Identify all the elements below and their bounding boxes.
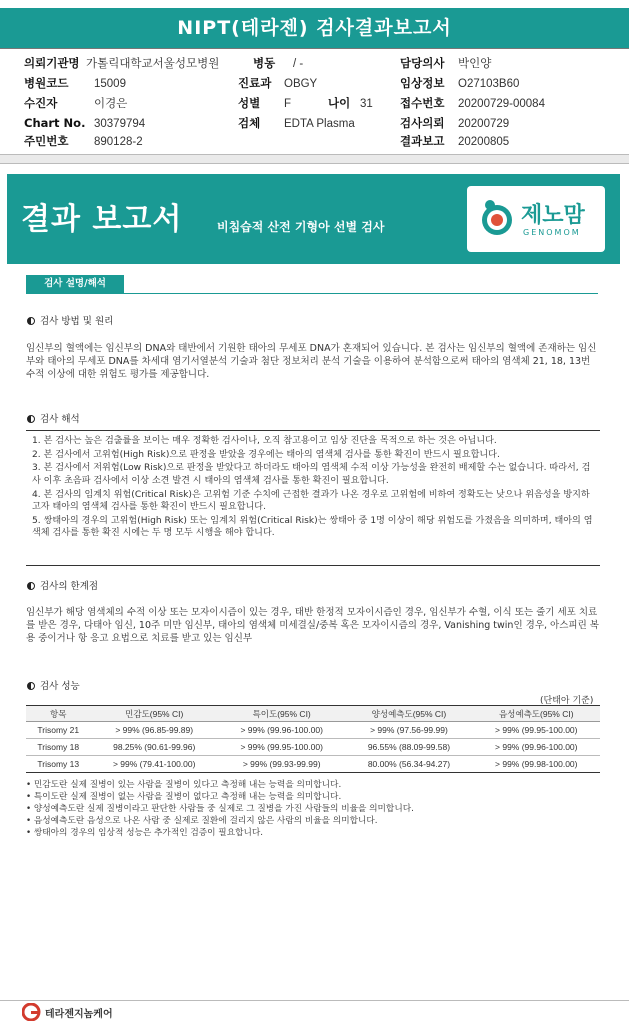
title-divider xyxy=(0,48,629,49)
section-tab: 검사 설명/해석 xyxy=(26,275,124,293)
half-circle-icon xyxy=(27,682,35,690)
table-cell: > 99% (99.98-100.00) xyxy=(473,756,601,773)
info-institution: 의뢰기관명 가톨릭대학교서울성모병원 xyxy=(24,56,220,70)
footer-company: 테라젠지놈케어 xyxy=(45,1009,113,1020)
interpretation-item: 4. 본 검사의 임계치 위험(Critical Risk)은 고위험 기준 수치에 근접한 결과가 나온 경우로 고위험에 비하여 정확도는 낮으나 위음성을 방지하고자 태아의 염색체 검사를 통한 확진이 반드시 필요합니다. xyxy=(32,489,590,513)
section-tab-line xyxy=(26,293,598,294)
result-banner xyxy=(7,174,620,264)
table-cell: > 99% (79.41-100.00) xyxy=(91,756,218,773)
performance-notes xyxy=(26,779,414,839)
note-item: • 양성예측도란 실제 질병이라고 판단한 사람들 중 실제로 그 질병을 가진 사람들의 비율을 의미합니다. xyxy=(26,804,414,814)
interpretation-list xyxy=(26,431,600,545)
table-cell: Trisomy 21 xyxy=(26,722,91,739)
note-item: • 쌍태아의 경우의 임상적 성능은 추가적인 검증이 필요합니다. xyxy=(26,828,264,838)
interpretation-box xyxy=(26,430,600,566)
table-cell: Trisomy 18 xyxy=(26,739,91,756)
info-ward: 병동 / - xyxy=(253,56,304,70)
note-item: • 음성예측도란 음성으로 나온 사람 중 실제로 질환에 걸리지 않은 사람의 비율을 의미합니다. xyxy=(26,816,378,826)
method-heading: 검사 방법 및 원리 xyxy=(27,313,113,327)
report-title: NIPT(테라젠) 검사결과보고서 xyxy=(0,8,629,48)
info-age: 나이 31 xyxy=(328,96,373,110)
info-patient-name: 수진자 이경은 xyxy=(24,96,128,110)
genomom-logo xyxy=(467,186,605,252)
limitations-text: 임신부가 해당 염색체의 수적 이상 또는 모자이시즘이 있는 경우, 태반 한정적 모자이시즘인 경우, 임신부가 수혈, 이식 또는 줄기 세포 치료를 받은 경우, 다태아 임신, 10주 미만 임신부, 태아의 염색체 미세결실/중복 혹은 모자이시즘의 경우, Vanishing twin인 경우, 아스피린 복용 중이거나 항 응고 요법으로 치료를 받고 있는 임신부 xyxy=(26,607,599,644)
info-request-date: 검사의뢰 20200729 xyxy=(400,116,510,130)
logo-subtext: GENOMOM xyxy=(523,228,581,237)
table-cell: > 99% (99.96-100.00) xyxy=(473,739,601,756)
note-item: • 특이도란 실제 질병이 없는 사람을 질병이 없다고 측정해 내는 능력을 의미합니다. xyxy=(26,792,342,802)
logo-text: 제노맘 xyxy=(521,203,585,228)
table-cell: > 99% (99.96-100.00) xyxy=(218,722,345,739)
interpretation-heading: 검사 해석 xyxy=(27,411,80,425)
table-cell: 98.25% (90.61-99.96) xyxy=(91,739,218,756)
half-circle-icon xyxy=(27,415,35,423)
table-row xyxy=(26,756,600,773)
table-cell: Trisomy 13 xyxy=(26,756,91,773)
table-cell: > 99% (97.56-99.99) xyxy=(345,722,472,739)
table-cell: 96.55% (88.09-99.58) xyxy=(345,739,472,756)
table-row xyxy=(26,722,600,739)
limitations-heading: 검사의 한계점 xyxy=(27,578,98,592)
half-circle-icon xyxy=(27,317,35,325)
half-circle-icon xyxy=(27,582,35,590)
table-cell: > 99% (96.85-99.89) xyxy=(91,722,218,739)
interpretation-item: 3. 본 검사에서 저위험(Low Risk)으로 판정을 받았다고 하더라도 태아의 염색체 수적 이상 가능성을 완전히 배제할 수는 없습니다. 따라서, 검사 이후 초음파 검사에서 이상 소견 발견 시 태아의 염색체 검사를 통한 확진이 필요합니다. xyxy=(32,463,591,486)
interpretation-item: 1. 본 검사는 높은 검출률을 보이는 매우 정확한 검사이나, 오직 참고용이고 임상 진단을 목적으로 하는 것은 아닙니다. xyxy=(32,436,497,446)
interpretation-item: 5. 쌍태아의 경우의 고위험(High Risk) 또는 임계치 위험(Critical Risk)는 쌍태아 중 1명 이상이 해당 위험도를 가졌음을 의미하며, 태아의 염색체 검사를 통한 확진 시에는 두 명 모두 시행을 해야 합니다. xyxy=(32,515,593,539)
footer-divider xyxy=(0,1000,629,1001)
info-hospital-code: 병원코드 15009 xyxy=(24,76,126,90)
col-header: 음성예측도(95% CI) xyxy=(473,706,601,722)
table-cell: > 99% (99.93-99.99) xyxy=(218,756,345,773)
banner-subtitle: 비침습적 산전 기형아 선별 검사 xyxy=(217,220,385,234)
performance-heading: 검사 성능 xyxy=(27,678,80,692)
section-separator xyxy=(0,154,629,164)
info-report-date: 결과보고 20200805 xyxy=(400,134,510,148)
banner-title: 결과 보고서 xyxy=(21,202,183,237)
col-header: 특이도(95% CI) xyxy=(218,706,345,722)
interpretation-item: 2. 본 검사에서 고위험(High Risk)으로 판정을 받았을 경우에는 태아의 염색체 검사를 통한 확진이 반드시 필요합니다. xyxy=(32,449,500,460)
col-header: 민감도(95% CI) xyxy=(91,706,218,722)
table-header-row xyxy=(26,706,600,722)
table-cell: > 99% (99.95-100.00) xyxy=(218,739,345,756)
genomom-logo-icon xyxy=(479,198,515,238)
theragen-logo-icon xyxy=(22,1003,42,1021)
info-sex: 성별 F xyxy=(238,96,292,110)
info-doctor: 담당의사 박인양 xyxy=(400,56,492,70)
col-header: 양성예측도(95% CI) xyxy=(345,706,472,722)
unit-note: (단태아 기준) xyxy=(540,696,594,706)
info-receipt-no: 접수번호 20200729-00084 xyxy=(400,96,545,110)
method-text: 임신부의 혈액에는 임신부의 DNA와 태반에서 기원한 태아의 무세포 DNA가 혼재되어 있습니다. 본 검사는 임신부의 혈액에 존재하는 임신부와 태아의 무세포 DNA를 차세대 염기서열분석 기술과 첨단 정보처리 분석 기술을 이용하여 분석함으로써 태아의 염색체 21, 18, 13번 수적 이상에 대한 위험도 평가를 제공합니다. xyxy=(26,343,597,380)
table-cell: > 99% (99.95-100.00) xyxy=(473,722,601,739)
info-specimen: 검체 EDTA Plasma xyxy=(238,116,355,130)
col-header: 항목 xyxy=(26,706,91,722)
info-clinical: 임상정보 O27103B60 xyxy=(400,76,520,90)
info-department: 진료과 OBGY xyxy=(238,76,318,90)
table-row xyxy=(26,739,600,756)
note-item: • 민감도란 실제 질병이 있는 사람을 질병이 있다고 측정해 내는 능력을 의미합니다. xyxy=(26,780,342,790)
performance-table xyxy=(26,705,600,773)
info-resident-no: 주민번호 890128-2 xyxy=(24,134,143,148)
table-cell: 80.00% (56.34-94.27) xyxy=(345,756,472,773)
info-chart-no: Chart No. 30379794 xyxy=(24,116,146,130)
